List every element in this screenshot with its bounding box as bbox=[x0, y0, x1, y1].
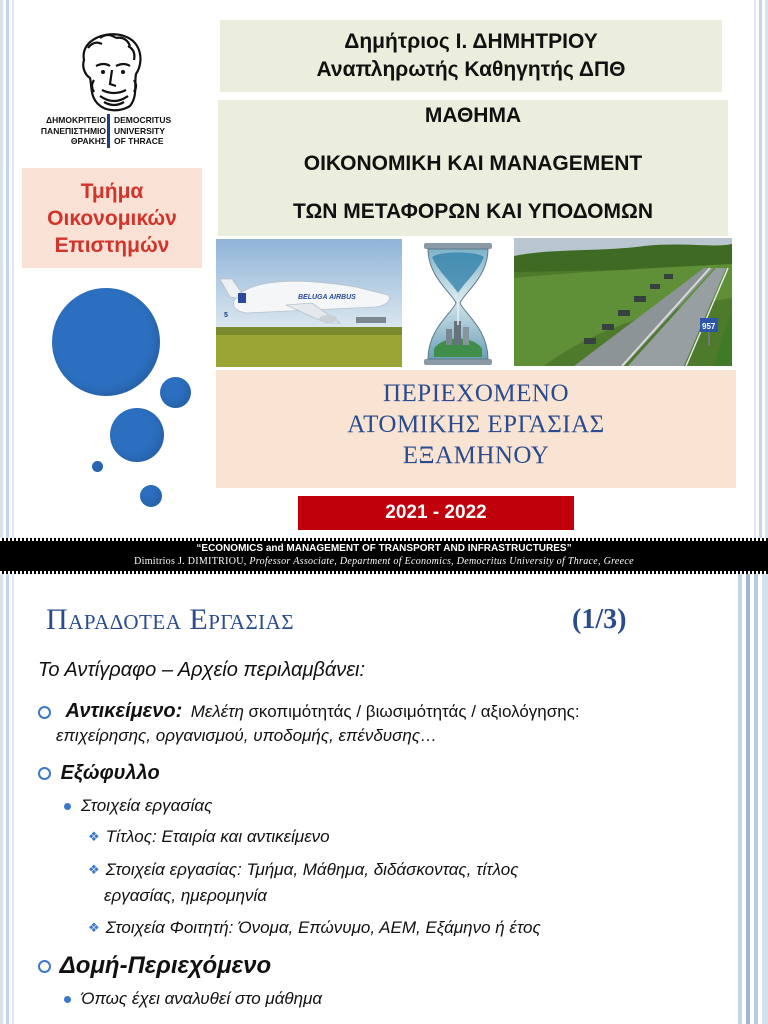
content-title-line1: ΠΕΡΙΕΧΟΜΕΝΟ bbox=[382, 380, 570, 407]
cover-sub-item-2 bbox=[88, 858, 518, 882]
objective-text-b: σκοπιμότητάς / βιωσιμότητάς / αξιολόγησης: bbox=[248, 702, 580, 721]
footer-stripe-top bbox=[0, 538, 768, 541]
author-box bbox=[220, 20, 722, 92]
cover-sub2-text-b: εργασίας, ημερομηνία bbox=[104, 886, 267, 905]
course-title-line2: ΤΩΝ ΜΕΤΑΦΟΡΩΝ ΚΑΙ ΥΠΟΔΟΜΩΝ bbox=[293, 200, 653, 223]
cover-item-text: Στοιχεία εργασίας bbox=[81, 796, 213, 815]
diamond-bullet-icon: ❖ bbox=[88, 921, 100, 936]
footer-author-name: Dimitrios J. DIMITRIOU, bbox=[134, 556, 247, 567]
intro-text: Το Αντίγραφο – Αρχείο περιλαμβάνει: bbox=[38, 659, 366, 681]
hourglass-photo bbox=[418, 241, 498, 367]
decor-circle-large bbox=[52, 288, 160, 396]
department-box bbox=[22, 168, 202, 268]
list-item-objective bbox=[38, 698, 580, 725]
circle-bullet-icon bbox=[38, 960, 51, 973]
structure-item-text: Όπως έχει αναλυθεί στο μάθημα bbox=[81, 989, 323, 1008]
course-title-line1: ΟΙΚΟΝΟΜΙΚΗ ΚΑΙ MANAGEMENT bbox=[303, 152, 643, 175]
democritus-head-icon bbox=[66, 26, 154, 114]
left-border-stripes bbox=[0, 0, 16, 574]
footer-course-title: “ECONOMICS and MANAGEMENT OF TRANSPORT AND INFRASTRUCTURES” bbox=[196, 543, 572, 554]
cover-sub1-text: Τίτλος: Εταιρία και αντικείμενο bbox=[105, 827, 330, 846]
airplane-label: BELUGA AIRBUS bbox=[298, 294, 356, 301]
footer-author-affiliation: Professor Associate, Department of Economics, Democritus University of Thrace, Greece bbox=[249, 556, 634, 567]
objective-label: Αντικείμενο: bbox=[65, 700, 183, 722]
content-title-line3: ΕΞΑΜΗΝΟΥ bbox=[402, 442, 550, 469]
content-title-line2: ΑΤΟΜΙΚΗΣ ΕΡΓΑΣΙΑΣ bbox=[347, 411, 605, 438]
author-title: Αναπληρωτής Καθηγητής ΔΠΘ bbox=[316, 58, 626, 81]
cover-sub3-text: Στοιχεία Φοιτητή: Όνομα, Επώνυμο, ΑΕΜ, Εξάμηνο ή έτος bbox=[105, 918, 541, 937]
dot-bullet-icon bbox=[64, 996, 71, 1003]
logo-divider bbox=[107, 114, 110, 148]
objective-text-a: Μελέτη bbox=[190, 702, 244, 721]
author-name: Δημήτριος Ι. ΔΗΜΗΤΡΙΟΥ bbox=[344, 30, 598, 53]
highway-sign-text: 957 bbox=[702, 322, 716, 331]
deliverables-slide bbox=[0, 574, 768, 1024]
cover-sub-item-2-cont bbox=[104, 884, 267, 908]
slide-footer bbox=[0, 538, 768, 574]
circle-bullet-icon bbox=[38, 767, 51, 780]
cover-heading: Εξώφυλλο bbox=[60, 762, 160, 784]
structure-heading: Δομή-Περιεχόμενο bbox=[59, 952, 272, 979]
slide2-left-border bbox=[0, 574, 16, 1024]
content-title-box bbox=[216, 370, 736, 488]
highway-photo bbox=[514, 238, 732, 366]
university-logo bbox=[20, 20, 198, 152]
decor-circle-small-2 bbox=[140, 485, 162, 507]
objective-text-2: επιχείρησης, οργανισμού, υποδομής, επένδυσης… bbox=[56, 726, 438, 745]
circle-bullet-icon bbox=[38, 706, 51, 719]
diamond-bullet-icon: ❖ bbox=[88, 863, 100, 878]
list-item-structure bbox=[38, 951, 271, 981]
logo-greek-text: ΔΗΜΟΚΡΙΤΕΙΟ ΠΑΝΕΠΙΣΤΗΜΙΟ ΘΡΑΚΗΣ bbox=[40, 115, 106, 146]
cover-sub2-text-a: Στοιχεία εργασίας: Τμήμα, Μάθημα, διδάσκοντας, τίτλος bbox=[105, 860, 519, 879]
svg-text:5: 5 bbox=[224, 312, 228, 319]
decor-circle-medium bbox=[110, 408, 164, 462]
list-item-cover bbox=[38, 760, 160, 786]
slide-page-indicator: (1/3) bbox=[572, 604, 627, 635]
structure-item bbox=[64, 987, 322, 1011]
right-border-stripes bbox=[752, 0, 768, 574]
department-label: Τμήμα Οικονομικών Επιστημών bbox=[47, 179, 177, 257]
slide2-right-border bbox=[734, 574, 768, 1024]
academic-year-badge: 2021 - 2022 bbox=[298, 496, 574, 530]
airplane-photo bbox=[216, 239, 402, 367]
cover-item bbox=[64, 794, 212, 818]
cover-sub-item-1 bbox=[88, 825, 330, 849]
course-box bbox=[218, 100, 728, 236]
decor-circle-small-1 bbox=[160, 377, 191, 408]
objective-continuation bbox=[56, 724, 437, 748]
slide-title: Παραδοτεα Εργασιας bbox=[46, 603, 295, 636]
diamond-bullet-icon: ❖ bbox=[88, 830, 100, 845]
cover-sub-item-3 bbox=[88, 916, 541, 940]
dot-bullet-icon bbox=[64, 803, 71, 810]
decor-circle-tiny bbox=[92, 461, 103, 472]
footer-author-line bbox=[0, 555, 768, 569]
course-label: ΜΑΘΗΜΑ bbox=[424, 104, 522, 127]
logo-english-text: DEMOCRITUS UNIVERSITY OF THRACE bbox=[114, 115, 172, 146]
